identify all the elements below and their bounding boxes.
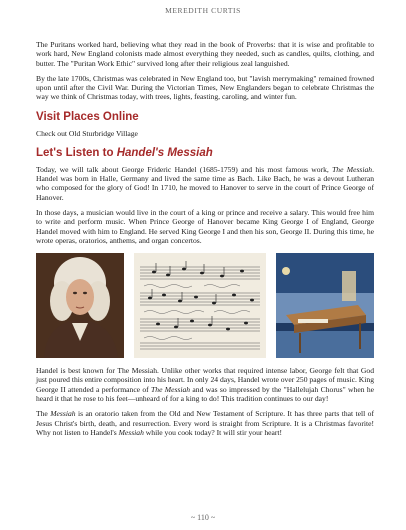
handel-p1-b: . Handel was born in Halle, Germany and lived the same time as Bach. Like Bach, he was a devout Lutheran who composed for the glory of God! In 1710, he moved to Hanover to serve in the court of Prince George of Hanover. — [36, 164, 374, 202]
intro-paragraph-1: The Puritans worked hard, believing what they read in the book of Proverbs: that it is wise and profitable to work hard, New England colonists made almost everything they needed, such as candles, quilts, clothing, and butter. The "Puritan Work Ethic" survived long after their religious zeal languished. — [36, 40, 374, 68]
listen-heading-prefix: Let's Listen to — [36, 146, 117, 159]
handel-p4-b: is an oratorio taken from the Old and New Testament of Scripture. It has three parts that tell of Jesus Christ's birth, death, and resurrection. Every word is straight from Scripture. It is a Christmas favorite! Why not listen to Handel's — [36, 409, 374, 437]
messiah-manuscript-image — [134, 253, 266, 358]
handel-p3-b: and was so impressed by the "Hallelujah Chorus" when he heard it that he rose to his feet—unheard of for a king to do! This tradition continues to our day! — [36, 384, 374, 404]
photo-row — [36, 253, 374, 358]
running-head: MEREDITH CURTIS — [165, 6, 241, 15]
handel-p4-title-1: Messiah — [50, 409, 76, 419]
handel-p1-title: The Messiah — [332, 164, 373, 174]
handel-p3-title: The Messiah — [151, 384, 191, 394]
intro-paragraph-2: By the late 1700s, Christmas was celebrated in New England too, but "lavish merrymaking" remained frowned upon until after the Civil War. During the Victorian Times, New Englanders began to celebrate Christmas the way we think of Christmas today, with trees, lights, feasting, caroling, and winter fun. — [36, 73, 374, 102]
handel-paragraph-4 — [36, 409, 374, 437]
handel-p4-c: while you cook today? It will stir your heart! — [143, 427, 283, 437]
handel-paragraph-1 — [36, 165, 374, 202]
handel-portrait-image — [36, 253, 124, 358]
sturbridge-link[interactable]: Check out Old Sturbridge Village — [36, 128, 138, 138]
page-number: ~ 110 ~ — [190, 513, 216, 522]
handel-p1-a: Today, we will talk about George Frideric Handel (1685-1759) and his most famous work, — [36, 164, 333, 174]
listen-heading — [36, 147, 374, 160]
harpsichord-image — [276, 253, 374, 358]
handel-paragraph-2: In those days, a musician would live in the court of a king or prince and receive a salary. This would free him to write and perform music. When Prince George of Hanover became King George I of England, George Handel moved with him to England. He served King George I and then his son, George II. During this time, he wrote operas, oratorios, anthems, and organ concertos. — [36, 207, 374, 245]
handel-p4-a: The — [36, 409, 51, 419]
listen-heading-title: Handel's Messiah — [116, 146, 213, 159]
visit-heading: Visit Places Online — [36, 110, 139, 123]
handel-p4-title-2: Messiah — [118, 427, 144, 437]
handel-paragraph-3 — [36, 366, 374, 403]
handel-p3-a: Handel is best known for The Messiah. Unlike other works that required intense labor, George felt that God just poured this entire composition into his heart. In only 24 days, Handel wrote over 250 pages of music. King George II attended a performance of — [36, 366, 374, 394]
page-content — [36, 40, 374, 443]
